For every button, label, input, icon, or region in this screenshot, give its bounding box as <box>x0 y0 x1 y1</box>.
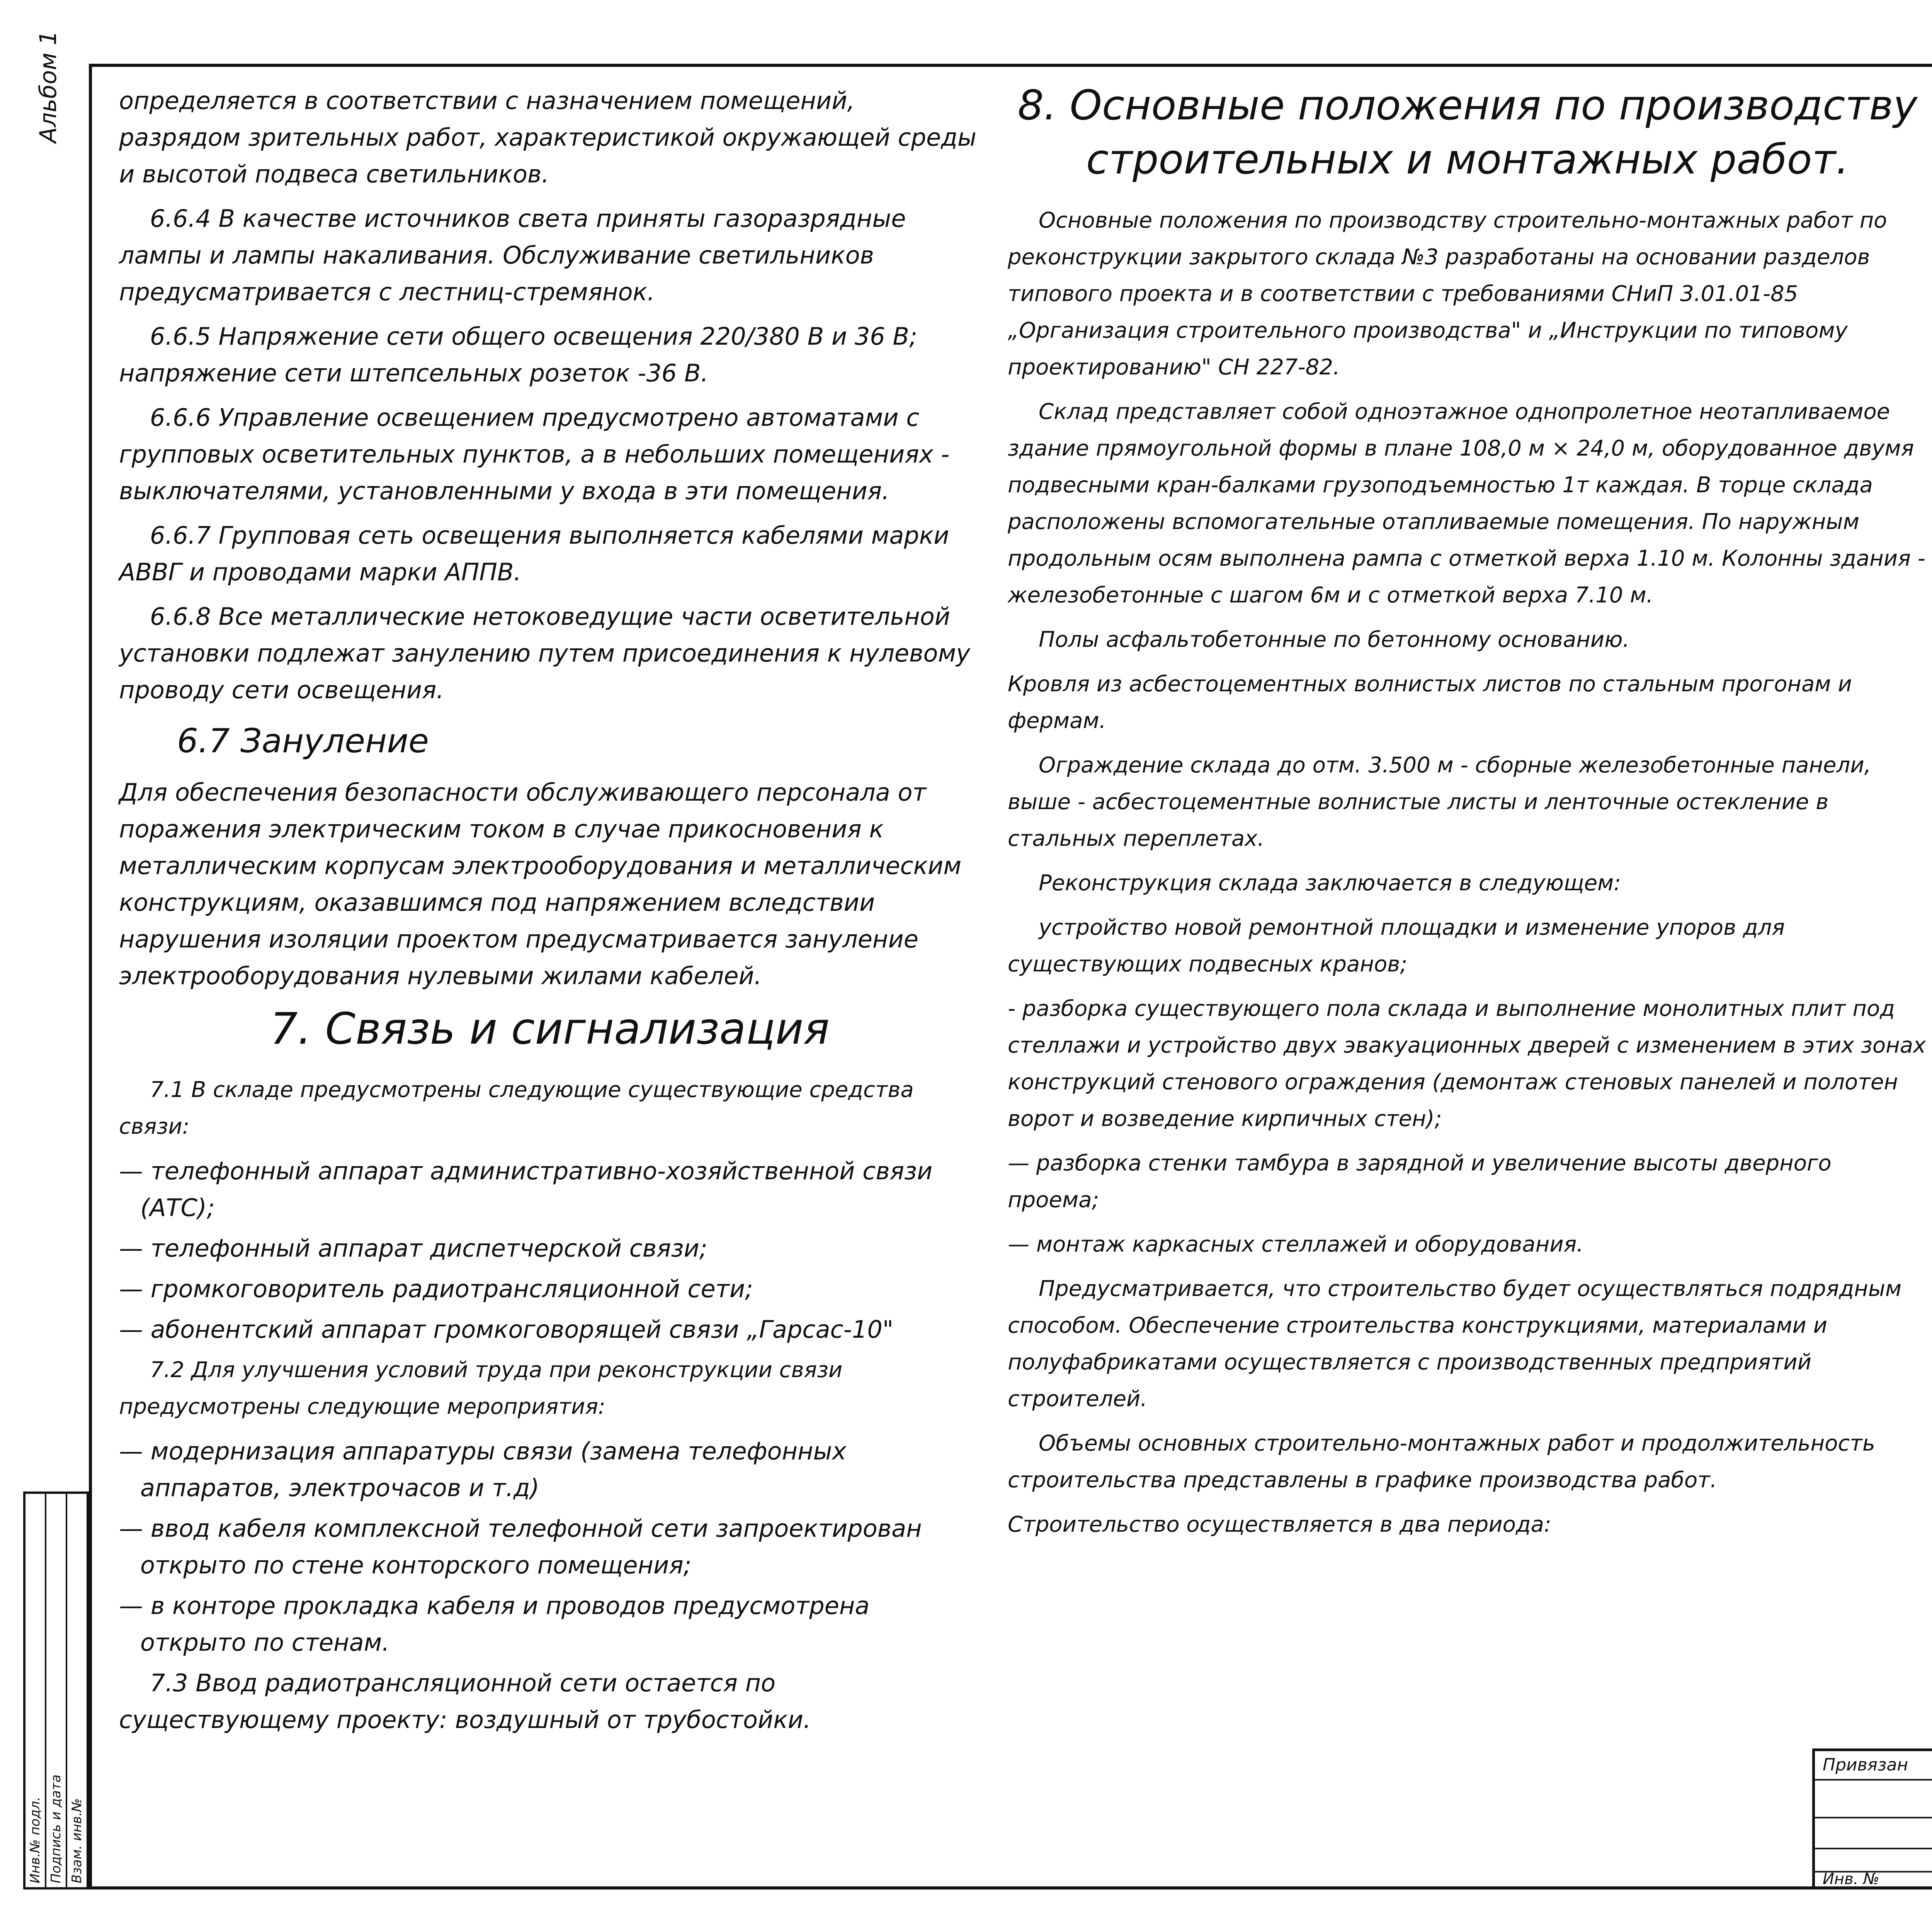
linked-label: Привязан <box>1823 1755 1908 1775</box>
section-heading: 8. Основные положения по производству строительных и монтажных работ. <box>1017 82 1918 183</box>
inventory-label: Инв. № <box>1823 1870 1879 1888</box>
section-heading: 6.7 Зануление <box>177 722 429 760</box>
paragraph: 7.2 Для улучшения условий труда при реконструкции связи предусмотрены следующие мероприятия: <box>119 1357 843 1419</box>
album-label: Альбом 1 <box>35 31 62 143</box>
sidebar-cell: Инв.№ подл. <box>26 1494 46 1887</box>
paragraph: — разборка стенки тамбура в зарядной и увеличение высоты дверного проема; <box>1008 1151 1832 1213</box>
approval-sidebar <box>23 1492 89 1889</box>
paragraph: Для обеспечения безопасности обслуживающего персонала от поражения электрическим током в случае прикосновения к металлическим корпусам электрооборудования и металлическим конструкциям, оказавшимся под напряжением вследствии нарушения изоляции проектом предусматривается зануление электрооборудования нулевыми жилами кабелей. <box>119 778 962 990</box>
paragraph: 6.6.7 Групповая сеть освещения выполняется кабелями марки АВВГ и проводами марки АППВ. <box>119 521 949 586</box>
paragraph: Склад представляет собой одноэтажное однопролетное неотапливаемое здание прямоугольной формы в плане 108,0 м × 24,0 м, оборудованное двумя подвесными кран-балками грузоподъемностью 1т каждая. В торце склада расположены вспомогательные отапливаемые помещения. По наружным продольным осям выполнена рампа с отметкой верха 1.10 м. Колонны здания - железобетонные с шагом 6м и с отметкой верха 7.10 м. <box>1008 399 1925 608</box>
list-item: — телефонный аппарат административно-хозяйственной связи (АТС); <box>119 1153 981 1226</box>
paragraph: 7.3 Ввод радиотрансляционной сети остается по существующему проекту: воздушный от трубостойки. <box>119 1669 811 1734</box>
paragraph: устройство новой ремонтной площадки и изменение упоров для существующих подвесных кранов; <box>1008 915 1785 977</box>
list-item: — ввод кабеля комплексной телефонной сети запроектирован открыто по стене конторского помещения; <box>119 1510 981 1583</box>
paragraph: 7.1 В складе предусмотрены следующие существующие средства связи: <box>119 1077 914 1139</box>
paragraph: 6.6.5 Напряжение сети общего освещения 220/380 В и 36 В; напряжение сети штепсельных розеток -36 В. <box>119 322 917 387</box>
paragraph: Объемы основных строительно-монтажных работ и продолжительность строительства представлены в графике производства работ. <box>1008 1431 1875 1493</box>
paragraph: Строительство осуществляется в два периода: <box>1008 1512 1551 1537</box>
paragraph: Реконструкция склада заключается в следующем: <box>1039 871 1621 896</box>
paragraph: 6.6.8 Все металлические нетоковедущие части осветительной установки подлежат занулению путем присоединения к нулевому проводу сети освещения. <box>119 602 970 704</box>
stamp-grid <box>1812 1748 1932 1889</box>
list-item: — громкоговоритель радиотрансляционной сети; <box>119 1270 981 1307</box>
section-heading: 7. Связь и сигнализация <box>270 1004 830 1054</box>
paragraph: Ограждение склада до отм. 3.500 м - сборные железобетонные панели, выше - асбестоцементные волнистые листы и ленточные остекление в стальных переплетах. <box>1008 753 1871 851</box>
list <box>119 1153 981 1348</box>
paragraph: — монтаж каркасных стеллажей и оборудования. <box>1008 1232 1584 1257</box>
list-item: — телефонный аппарат диспетчерской связи; <box>119 1230 981 1267</box>
paragraph: 6.6.6 Управление освещением предусмотрено автоматами с групповых осветительных пунктов, а в небольших помещениях - выключателями, установленными у входа в эти помещения. <box>119 403 950 505</box>
list-item: — модернизация аппаратуры связи (замена телефонных аппаратов, электрочасов и т.д) <box>119 1433 981 1506</box>
paragraph: Предусматривается, что строительство будет осуществляться подрядным способом. Обеспечение строительства конструкциями, материалами и полуфабрикатами осуществляется с производственных предприятий строителей. <box>1008 1276 1902 1412</box>
paragraph: Кровля из асбестоцементных волнистых листов по стальным прогонам и фермам. <box>1008 672 1852 733</box>
sheet-frame <box>89 64 1932 1889</box>
sidebar-cell: Взам. инв.№ <box>69 1798 85 1883</box>
paragraph: - разборка существующего пола склада и выполнение монолитных плит под стеллажи и устройство двух эвакуационных дверей с изменением в этих зонах конструкций стенового ограждения (демонтаж стеновых панелей и полотен ворот и возведение кирпичных стен); <box>1008 996 1926 1131</box>
paragraph: Основные положения по производству строительно-монтажных работ по реконструкции закрытого склада №3 разработаны на основании разделов типового проекта и в соответствии с требованиями СНиП 3.01.01-85 „Организация строительного производства" и „Инструкции по типовому проектированию" СН 227-82. <box>1008 208 1887 380</box>
sidebar-cell: Подпись и дата <box>46 1494 67 1887</box>
paragraph: 6.6.4 В качестве источников света приняты газоразрядные лампы и лампы накаливания. Обслуживание светильников предусматривается с лестниц-стремянок. <box>119 204 906 306</box>
title-block <box>1812 1748 1932 1889</box>
list-item: — абонентский аппарат громкоговорящей связи „Гарсас-10" <box>119 1311 981 1348</box>
paragraph: определяется в соответствии с назначением помещений, разрядом зрительных работ, характеристикой окружающей среды и высотой подвеса светильников. <box>119 87 976 188</box>
column-left <box>119 82 981 1746</box>
column-middle <box>1008 78 1927 1551</box>
list-item: — в конторе прокладка кабеля и проводов предусмотрена открыто по стенам. <box>119 1587 981 1661</box>
list <box>119 1433 981 1661</box>
paragraph: Полы асфальтобетонные по бетонному основанию. <box>1039 627 1630 652</box>
